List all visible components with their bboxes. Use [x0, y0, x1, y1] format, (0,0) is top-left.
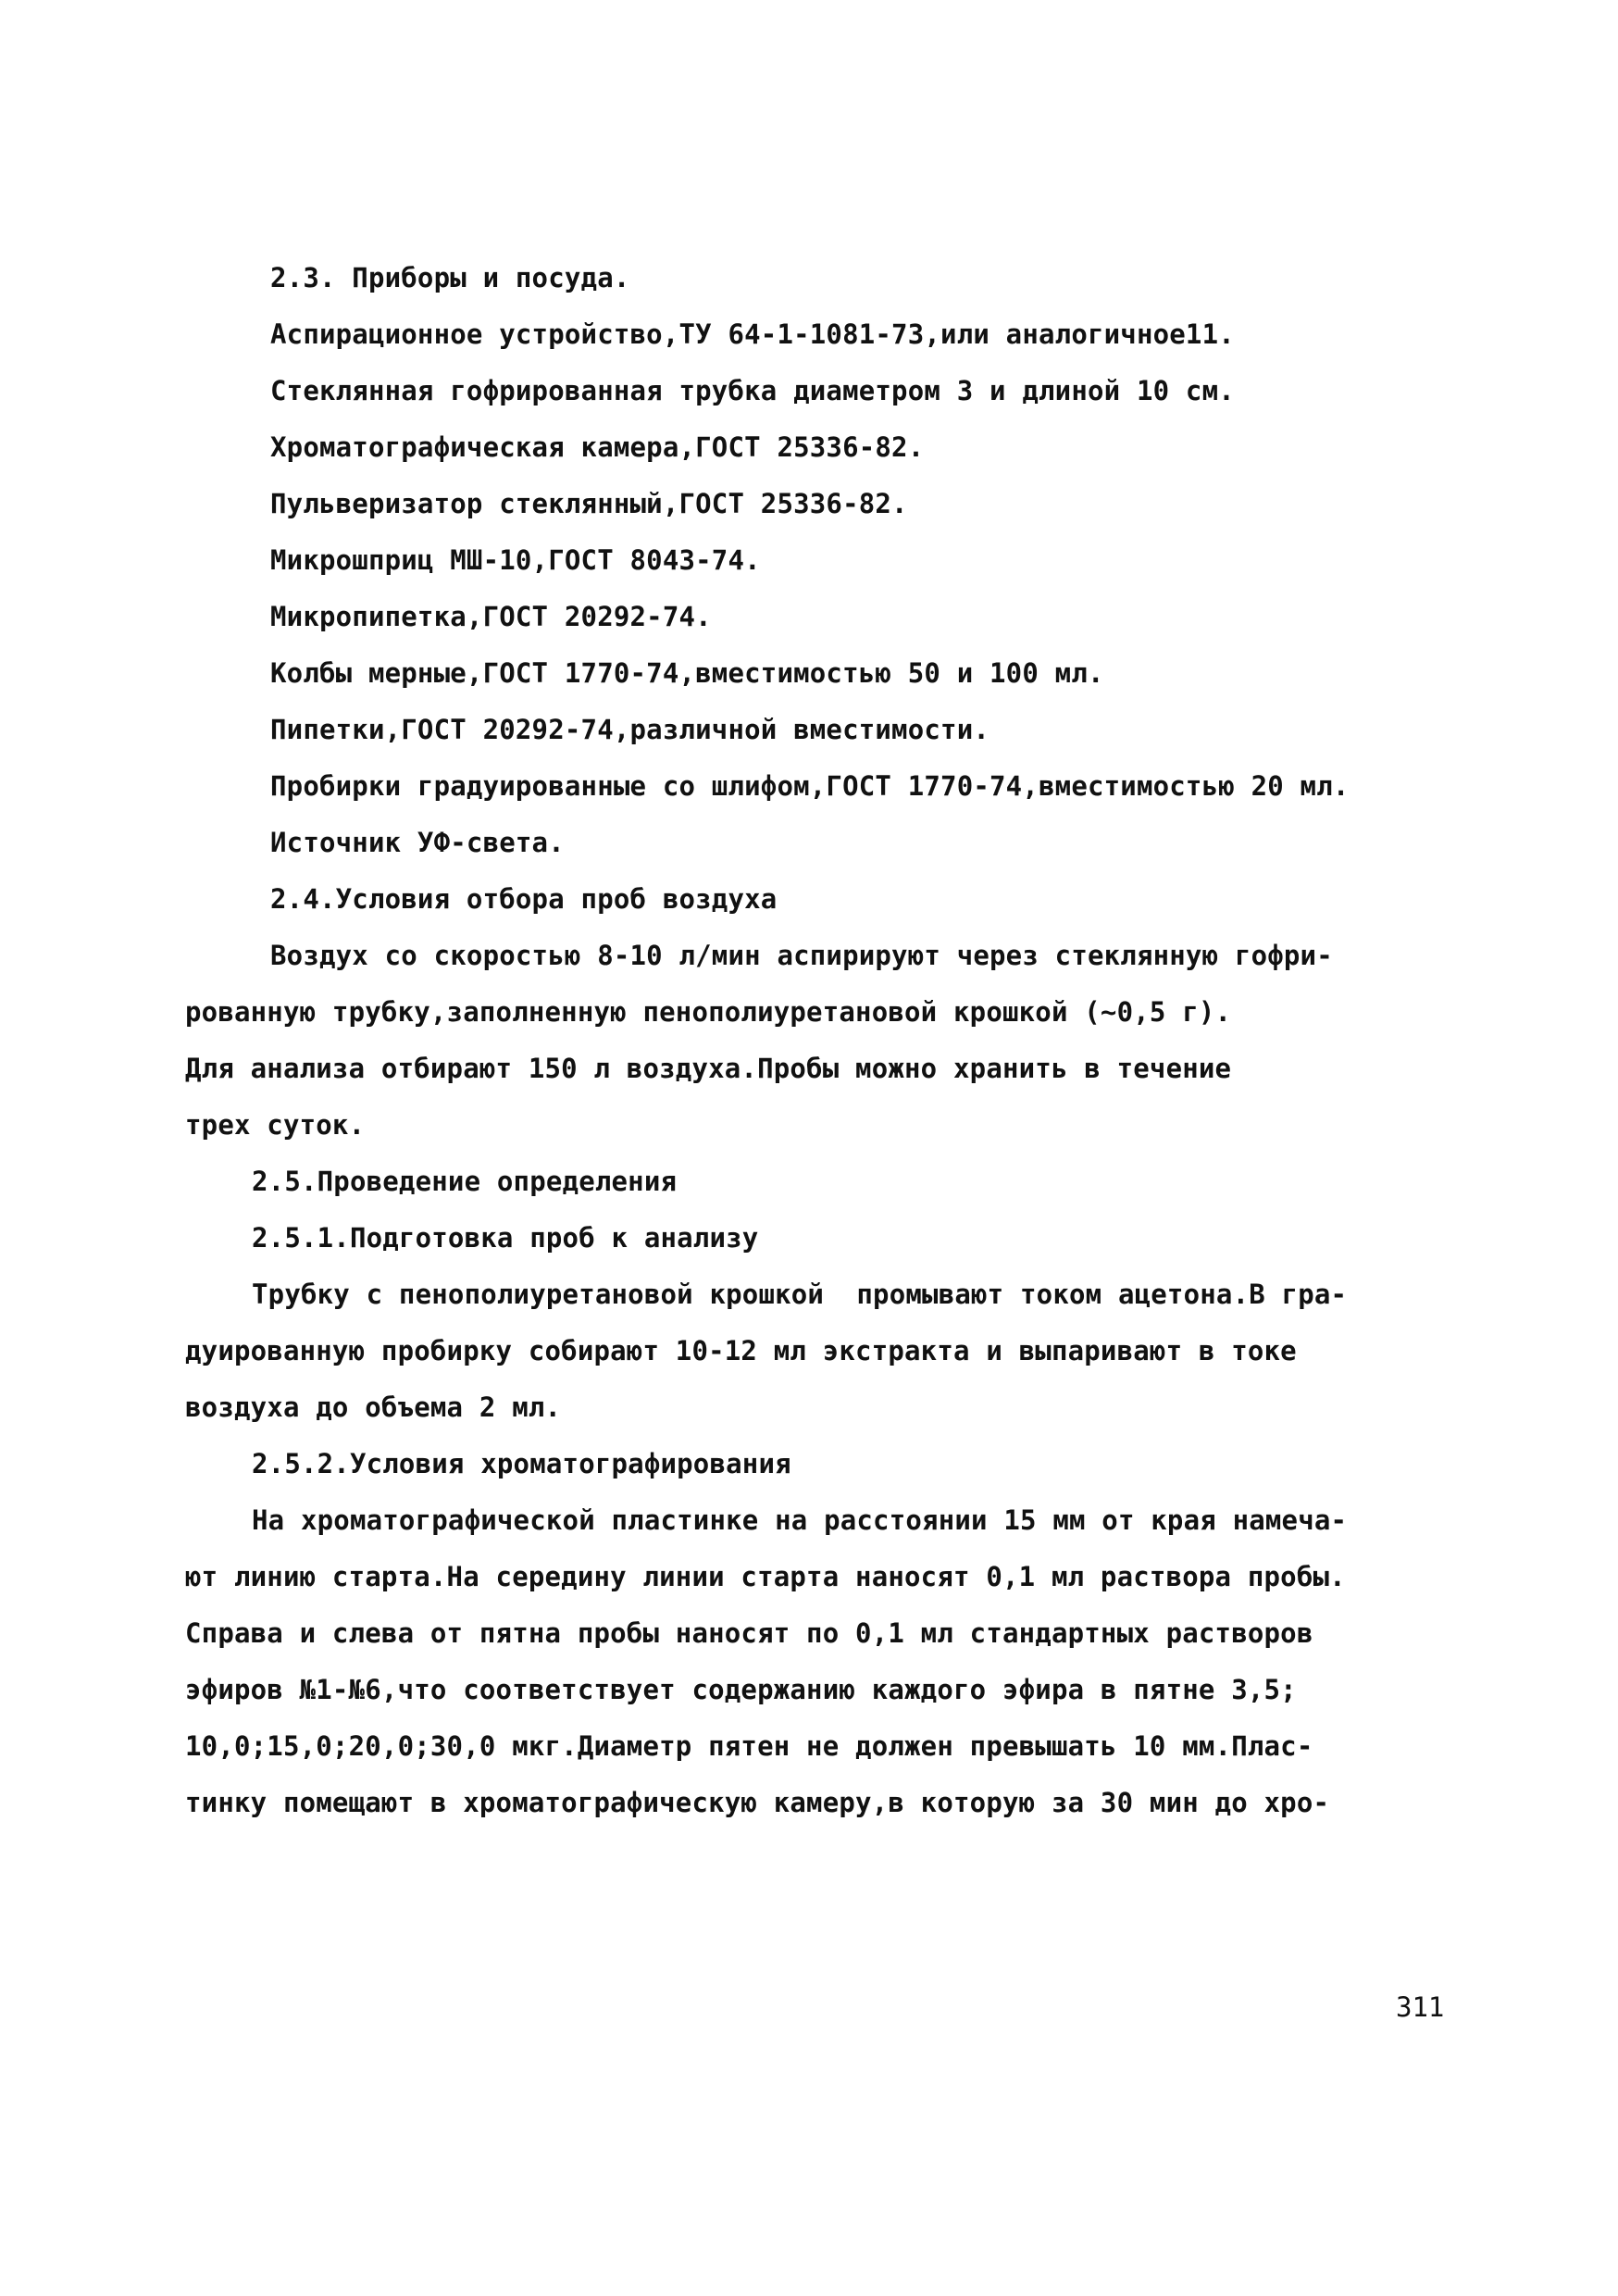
paragraph-line: Для анализа отбирают 150 л воздуха.Пробы можно хранить в течение	[185, 1053, 1232, 1084]
equipment-item: Стеклянная гофрированная трубка диаметром 3 и длиной 10 см.	[270, 375, 1235, 406]
section-heading-2-3: 2.3. Приборы и посуда.	[270, 262, 630, 293]
paragraph-line: Справа и слева от пятна пробы наносят по 0,1 мл стандартных растворов	[185, 1617, 1313, 1649]
page-number: 311	[1396, 1991, 1445, 2023]
equipment-item: Пипетки,ГОСТ 20292-74,различной вместимости.	[270, 714, 990, 745]
paragraph-line: дуированную пробирку собирают 10-12 мл экстракта и выпаривают в токе	[185, 1335, 1297, 1366]
equipment-item: Пробирки градуированные со шлифом,ГОСТ 1770-74,вместимостью 20 мл.	[270, 770, 1350, 802]
equipment-item: Микрошприц МШ-10,ГОСТ 8043-74.	[270, 544, 761, 576]
paragraph-line: Трубку с пенополиуретановой крошкой промывают током ацетона.В гра-	[252, 1279, 1348, 1310]
paragraph-line: трех суток.	[185, 1109, 366, 1141]
paragraph-line: рованную трубку,заполненную пенополиуретановой крошкой (~0,5 г).	[185, 996, 1232, 1028]
paragraph-line: эфиров №1-№6,что соответствует содержанию каждого эфира в пятне 3,5;	[185, 1674, 1297, 1705]
paragraph-line: воздуха до объема 2 мл.	[185, 1391, 562, 1423]
paragraph-line: Воздух со скоростью 8-10 л/мин аспирируют через стеклянную гофри-	[270, 940, 1333, 971]
equipment-item: Пульверизатор стеклянный,ГОСТ 25336-82.	[270, 488, 908, 519]
equipment-item: Микропипетка,ГОСТ 20292-74.	[270, 601, 712, 632]
paragraph-line: тинку помещают в хроматографическую камеру,в которую за 30 мин до хро-	[185, 1787, 1330, 1818]
section-heading-2-5-2: 2.5.2.Условия хроматографирования	[252, 1448, 791, 1479]
equipment-item: Колбы мерные,ГОСТ 1770-74,вместимостью 50 и 100 мл.	[270, 657, 1104, 689]
equipment-item: Хроматографическая камера,ГОСТ 25336-82.	[270, 431, 925, 463]
section-heading-2-5-1: 2.5.1.Подготовка проб к анализу	[252, 1222, 759, 1254]
paragraph-line: 10,0;15,0;20,0;30,0 мкг.Диаметр пятен не должен превышать 10 мм.Плас-	[185, 1730, 1313, 1762]
section-heading-2-5: 2.5.Проведение определения	[252, 1166, 678, 1197]
section-heading-2-4: 2.4.Условия отбора проб воздуха	[270, 883, 778, 915]
paragraph-line: ют линию старта.На середину линии старта наносят 0,1 мл раствора пробы.	[185, 1561, 1346, 1592]
paragraph-line: На хроматографической пластинке на расстоянии 15 мм от края намеча-	[252, 1504, 1348, 1536]
equipment-item: Источник УФ-света.	[270, 827, 565, 858]
equipment-item: Аспирационное устройство,ТУ 64-1-1081-73,или аналогичное11.	[270, 318, 1235, 350]
